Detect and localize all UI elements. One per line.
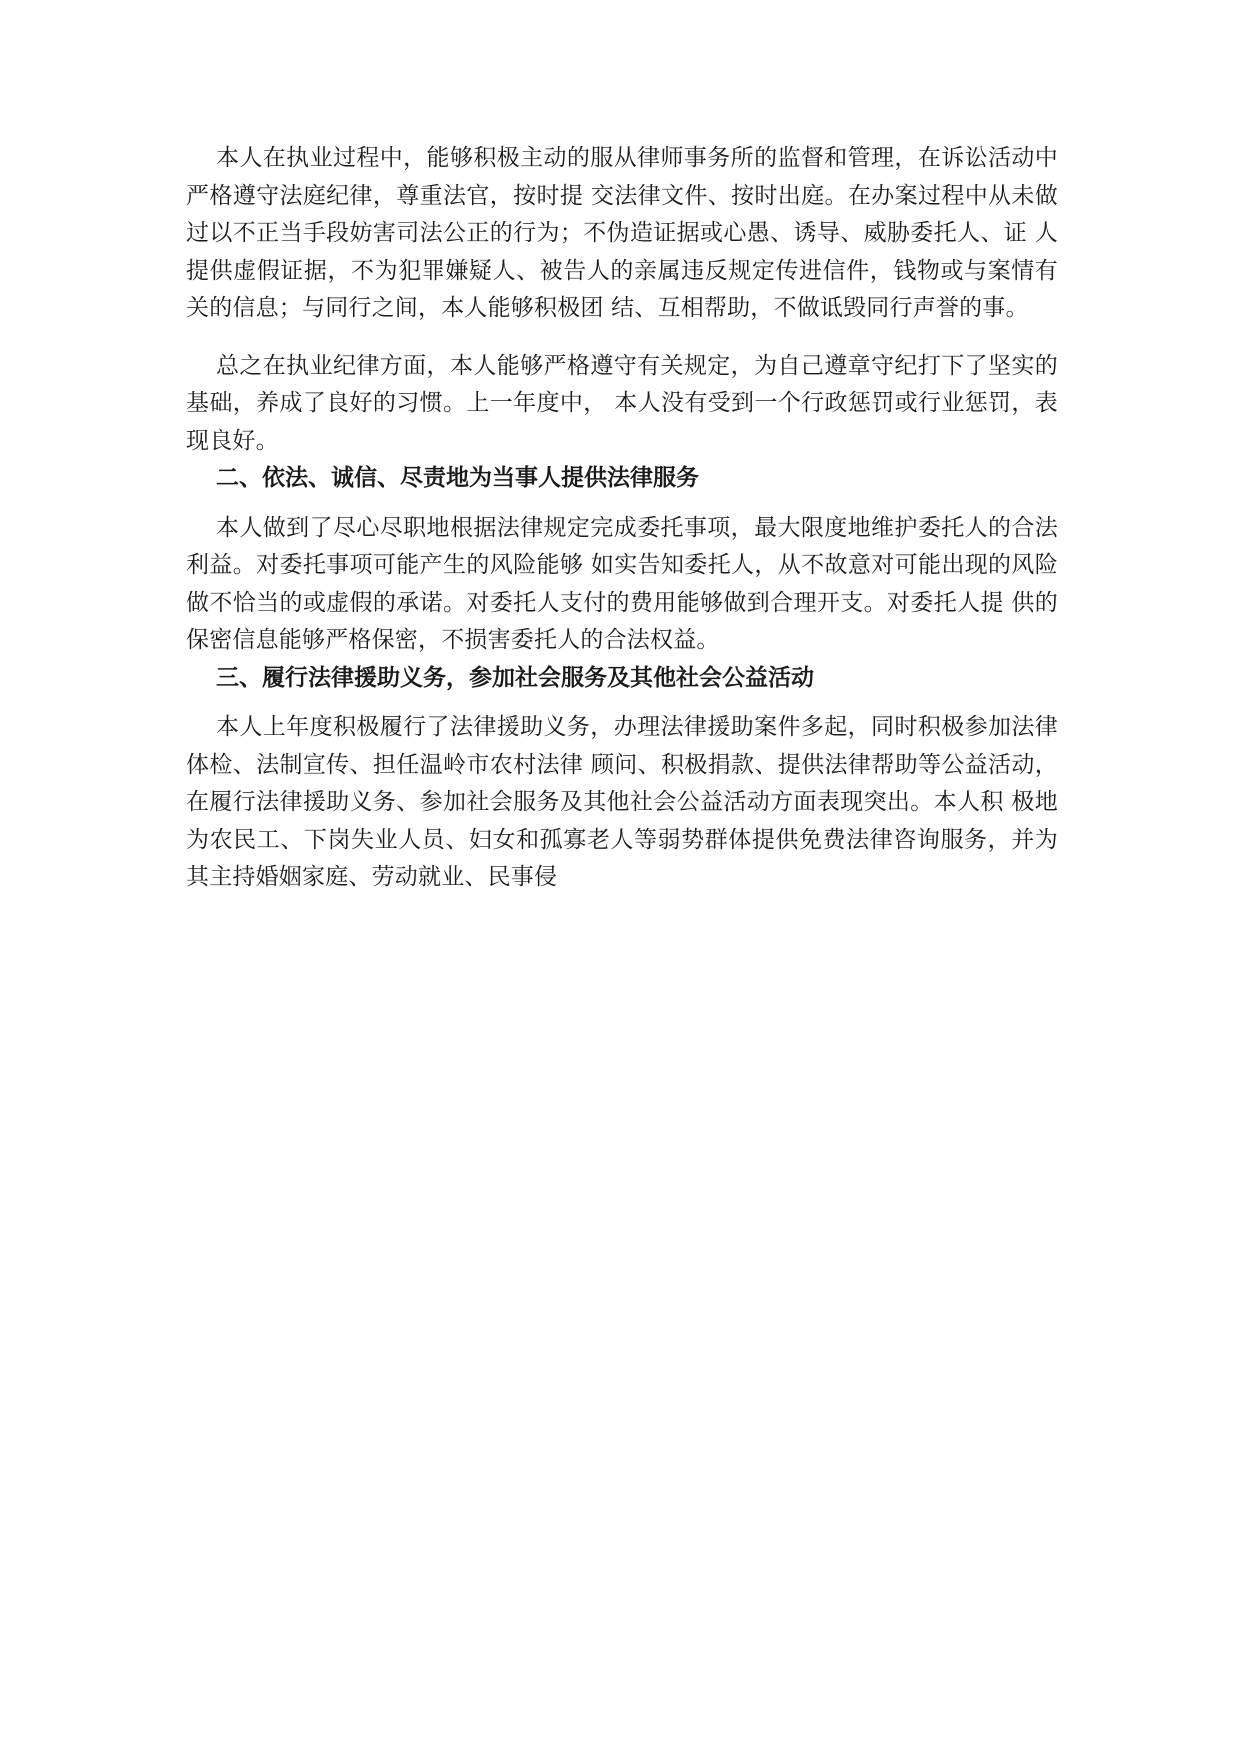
section-heading-legal-aid: 三、履行法律援助义务，参加社会服务及其他社会公益活动 [216,664,814,691]
paragraph-discipline: 本人在执业过程中，能够积极主动的服从律师事务所的监督和管理，在诉讼活动中严格遵守法庭纪律，尊重法官，按时提 交法律文件、按时出庭。在办案过程中从未做过以不正当手段妨害司法公正的行为；不伪造证据或心愚、诱导、威胁委托人、证 人提供虚假证据，不为犯罪嫌疑人、被告人的亲属违反规定传进信件，钱物或与案情有关的信息；与同行之间，本人能够积极团 结、互相帮助，不做诋毁同行声誉的事。 [186,145,1058,321]
section-heading-legal-service: 二、依法、诚信、尽责地为当事人提供法律服务 [216,465,699,491]
document-page [186,140,1058,897]
paragraph-summary: 总之在执业纪律方面，本人能够严格遵守有关规定，为自己遵章守纪打下了坚实的基础，养成了良好的习惯。上一年度中， 本人没有受到一个行政惩罚或行业惩罚，表现良好。 [186,352,1058,454]
paragraph-legal-service: 本人做到了尽心尽职地根据法律规定完成委托事项，最大限度地维护委托人的合法利益。对委托事项可能产生的风险能够 如实告知委托人，从不故意对可能出现的风险做不恰当的或虚假的承诺。对委托人支付的费用能够做到合理开支。对委托人提 供的保密信息能够严格保密，不损害委托人的合法权益。 [186,514,1058,653]
paragraph-legal-aid: 本人上年度积极履行了法律援助义务，办理法律援助案件多起，同时积极参加法律体检、法制宣传、担任温岭市农村法律 顾问、积极捐款、提供法律帮助等公益活动，在履行法律援助义务、参加社会服务及其他社会公益活动方面表现突出。本人积 极地为农民工、下岗失业人员、妇女和孤寡老人等弱势群体提供免费法律咨询服务，并为其主持婚姻家庭、劳动就业、民事侵 [186,714,1058,890]
